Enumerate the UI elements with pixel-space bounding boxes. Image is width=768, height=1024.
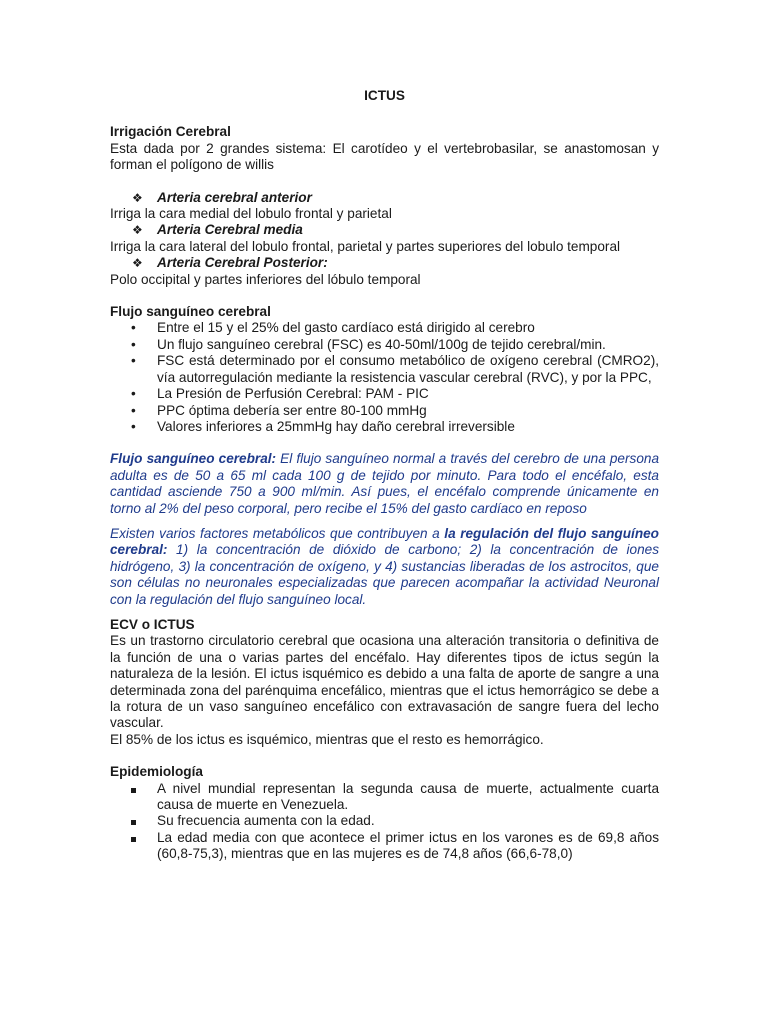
regulacion-paragraph [110,526,659,608]
list-item: • La Presión de Perfusión Cerebral: PAM - PIC [110,386,659,402]
section-heading-irrigacion: Irrigación Cerebral [110,124,231,140]
list-item: • PPC óptima debería ser entre 80-100 mmHg [110,403,659,419]
arteria-desc: Irriga la cara lateral del lobulo frontal, parietal y partes superiores del lobulo temporal [110,238,621,254]
round-bullet-icon: • [131,320,136,336]
section-heading-ecv: ECV o ICTUS [110,616,195,632]
regulacion-lead: la regulación del flujo sanguíneo cerebral: [110,525,659,558]
arteria-item [110,190,659,206]
arteria-item [110,222,659,238]
epidemiologia-bullet-list [110,781,659,863]
diamond-bullet-icon: ❖ [132,190,143,205]
list-item: La edad media con que acontece el primer ictus en los varones es de 69,8 años (60,8-75,3), mientras que en las mujeres es de 74,8 años (66,6-78,0) [110,830,659,863]
list-item: A nivel mundial representan la segunda causa de muerte, actualmente cuarta causa de muerte en Venezuela. [110,781,659,814]
square-bullet-icon [131,820,136,825]
section-heading-flujo: Flujo sanguíneo cerebral [110,304,271,320]
diamond-bullet-icon: ❖ [132,256,143,271]
list-item: • Valores inferiores a 25mmHg hay daño cerebral irreversible [110,419,659,435]
square-bullet-icon [131,788,136,793]
list-item: • Entre el 15 y el 25% del gasto cardíaco está dirigido al cerebro [110,320,659,336]
arteria-name: Arteria cerebral anterior [157,189,312,205]
flujo-explanation-paragraph [110,451,659,517]
round-bullet-icon: • [131,402,136,418]
square-bullet-icon [131,837,136,842]
round-bullet-icon: • [131,386,136,402]
round-bullet-icon: • [131,336,136,352]
ecv-statistic: El 85% de los ictus es isquémico, mientras que el resto es hemorrágico. [110,731,544,747]
arteria-item [110,255,659,271]
arteria-name: Arteria Cerebral Posterior: [157,255,328,271]
regulacion-pre: Existen varios factores metabólicos que contribuyen a [110,525,445,541]
list-item: • FSC está determinado por el consumo metabólico de oxígeno cerebral (CMRO2), vía autorregulación mediante la resistencia vascular cerebral (RVC), y por la PPC, [110,353,659,386]
arteria-name: Arteria Cerebral media [157,222,303,238]
flujo-explanation-text: El flujo sanguíneo normal a través del cerebro de una persona adulta es de 50 a 65 ml cada 100 g de tejido por minuto. Para todo el encéfalo, esta cantidad asciende 750 a 900 ml/min. Así pues, el encéfalo comprende únicamente en torno al 2% del peso corporal, pero recibe el 15% del gasto cardíaco en reposo [110,451,659,516]
round-bullet-icon: • [131,353,136,369]
list-item: Su frecuencia aumenta con la edad. [110,813,659,829]
flujo-bullet-list [110,320,659,435]
arteria-desc: Irriga la cara medial del lobulo frontal y parietal [110,206,392,222]
arteria-desc: Polo occipital y partes inferiores del lóbulo temporal [110,271,421,287]
irrigacion-intro: Esta dada por 2 grandes sistema: El carotídeo y el vertebrobasilar, se anastomosan y forman el polígono de willis [110,140,659,173]
diamond-bullet-icon: ❖ [132,223,143,238]
ecv-paragraph: Es un trastorno circulatorio cerebral que ocasiona una alteración transitoria o definitiva de la función de una o varias partes del encéfalo. Hay diferentes tipos de ictus según la naturaleza de la lesión. El ictus isquémico es debido a una falta de aporte de sangre a una determinada zona del parénquima encefálico, mientras que el ictus hemorrágico se debe a la rotura de un vaso sanguíneo encefálico con extravasación de sangre fuera del lecho vascular. [110,633,659,731]
list-item: • Un flujo sanguíneo cerebral (FSC) es 40-50ml/100g de tejido cerebral/min. [110,337,659,353]
flujo-explanation-lead: Flujo sanguíneo cerebral: [110,451,277,467]
section-heading-epidemiologia: Epidemiología [110,764,203,780]
regulacion-text: 1) la concentración de dióxido de carbono; 2) la concentración de iones hidrógeno, 3) la concentración de oxígeno, y 4) sustancias liberadas de los astrocitos, que son células no neuronales especializadas que parecen acompañar la actividad Neuronal con la regulación del flujo sanguíneo local. [110,542,659,607]
document-title: ICTUS [364,88,405,103]
round-bullet-icon: • [131,418,136,434]
